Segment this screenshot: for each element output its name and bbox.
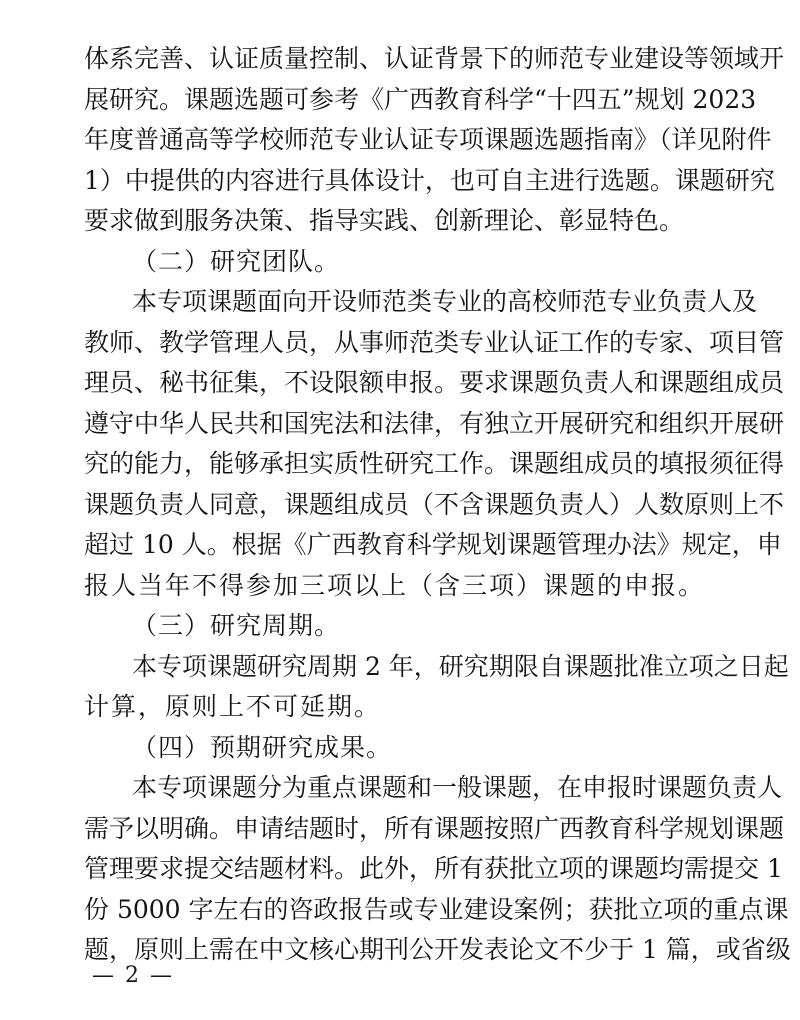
paragraph-line: 报人当年不得参加三项以上（含三项）课题的申报。 xyxy=(84,570,706,600)
paragraph-line: 题，原则上需在中文核心期刊公开发表论文不少于 1 篇，或省级 xyxy=(84,935,791,964)
paragraph-line: 教师、教学管理人员，从事师范类专业认证工作的专家、项目管 xyxy=(84,327,785,357)
section-heading-team: （二）研究团队。 xyxy=(132,246,341,276)
paragraph-line: 要求做到服务决策、指导实践、创新理论、彰显特色。 xyxy=(84,206,685,235)
paragraph-line: 需予以明确。申请结题时，所有课题按照广西教育科学规划课题 xyxy=(84,813,785,843)
paragraph-line: 本专项课题研究周期 2 年，研究期限自课题批准立项之日起 xyxy=(132,651,789,681)
paragraph-line: 遵守中华人民共和国宪法和法律，有独立开展研究和组织开展研 xyxy=(84,408,785,438)
paragraph-line: 1）中提供的内容进行具体设计，也可自主进行选题。课题研究 xyxy=(84,165,775,195)
section-heading-results: （四）预期研究成果。 xyxy=(132,732,393,762)
paragraph-line: 年度普通高等学校师范专业认证专项课题选题指南》（详见附件 xyxy=(84,125,772,154)
paragraph-line: 超过 10 人。根据《广西教育科学规划课题管理办法》规定，申 xyxy=(84,530,782,559)
paragraph-line: 究的能力，能够承担实质性研究工作。课题组成员的填报须征得 xyxy=(84,449,785,478)
paragraph-line: 理员、秘书征集，不设限额申报。要求课题负责人和课题组成员 xyxy=(84,368,785,397)
paragraph-line: 本专项课题面向开设师范类专业的高校师范专业负责人及 xyxy=(132,287,758,316)
page-number: — 2 — xyxy=(92,963,174,988)
paragraph-line: 份 5000 字左右的咨政报告或专业建设案例；获批立项的重点课 xyxy=(84,894,789,924)
paragraph-line: 计算，原则上不可延期。 xyxy=(84,692,382,721)
paragraph-line: 展研究。课题选题可参考《广西教育科学“十四五”规划 2023 xyxy=(84,84,757,114)
paragraph-line: 本专项课题分为重点课题和一般课题，在申报时课题负责人 xyxy=(132,773,783,802)
paragraph-line: 体系完善、认证质量控制、认证背景下的师范专业建设等领域开 xyxy=(84,44,785,73)
paragraph-line: 课题负责人同意，课题组成员（不含课题负责人）人数原则上不 xyxy=(84,489,785,519)
paragraph-line: 管理要求提交结题材料。此外，所有获批立项的课题均需提交 1 xyxy=(84,854,783,883)
section-heading-period: （三）研究周期。 xyxy=(132,611,341,640)
